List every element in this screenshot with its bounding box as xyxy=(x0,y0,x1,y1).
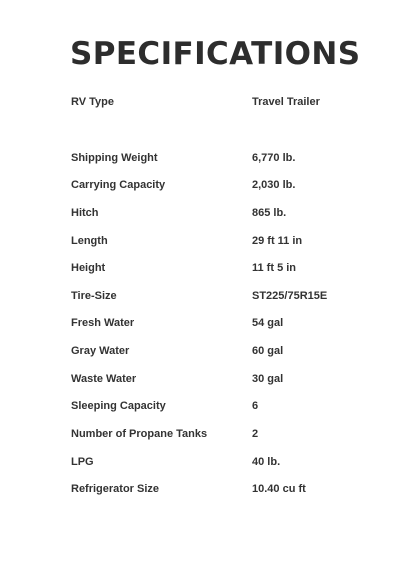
spec-label: Length xyxy=(71,235,108,247)
spec-row-hitch xyxy=(71,204,371,222)
spec-value: 60 gal xyxy=(252,345,284,357)
spec-row-rv-type xyxy=(71,93,371,111)
spec-value: 6,770 lb. xyxy=(252,152,296,164)
spec-label: RV Type xyxy=(71,96,114,108)
spec-label: Sleeping Capacity xyxy=(71,400,166,412)
spec-row-shipping-weight xyxy=(71,149,371,167)
spec-value: 10.40 cu ft xyxy=(252,483,306,495)
spec-label: Tire-Size xyxy=(71,290,117,302)
spec-row-tire-size xyxy=(71,287,371,305)
spec-value: 865 lb. xyxy=(252,207,287,219)
spec-row-lpg xyxy=(71,453,371,471)
spec-row-propane-tanks xyxy=(71,425,371,443)
spec-row-waste-water xyxy=(71,370,371,388)
spec-label: Fresh Water xyxy=(71,317,135,329)
page-title: SPECIFICATIONS xyxy=(70,36,361,72)
spec-label: Gray Water xyxy=(71,345,130,357)
spec-label: Height xyxy=(71,262,106,274)
spec-row-height xyxy=(71,259,371,277)
spec-row-refrigerator-size xyxy=(71,480,371,498)
spec-value: 54 gal xyxy=(252,317,284,329)
spec-row-gray-water xyxy=(71,342,371,360)
spec-label: Number of Propane Tanks xyxy=(71,428,208,440)
spec-label: Carrying Capacity xyxy=(71,179,166,191)
spec-value: 11 ft 5 in xyxy=(252,262,297,274)
spec-row-sleeping-capacity xyxy=(71,397,371,415)
spec-row-length xyxy=(71,232,371,250)
spec-value: 2 xyxy=(252,428,259,440)
spec-value: 2,030 lb. xyxy=(252,179,296,191)
spec-label: Hitch xyxy=(71,207,99,219)
spec-label: Waste Water xyxy=(71,373,137,385)
spec-value: Travel Trailer xyxy=(252,96,320,108)
spec-value: 29 ft 11 in xyxy=(252,235,303,247)
spec-row-fresh-water xyxy=(71,314,371,332)
spec-label: Refrigerator Size xyxy=(71,483,160,495)
spec-value: ST225/75R15E xyxy=(252,290,328,302)
spec-value: 40 lb. xyxy=(252,456,281,468)
spec-value: 6 xyxy=(252,400,259,412)
spec-row-carrying-capacity xyxy=(71,176,371,194)
spec-label: Shipping Weight xyxy=(71,152,158,164)
spec-label: LPG xyxy=(71,456,94,468)
spec-value: 30 gal xyxy=(252,373,284,385)
